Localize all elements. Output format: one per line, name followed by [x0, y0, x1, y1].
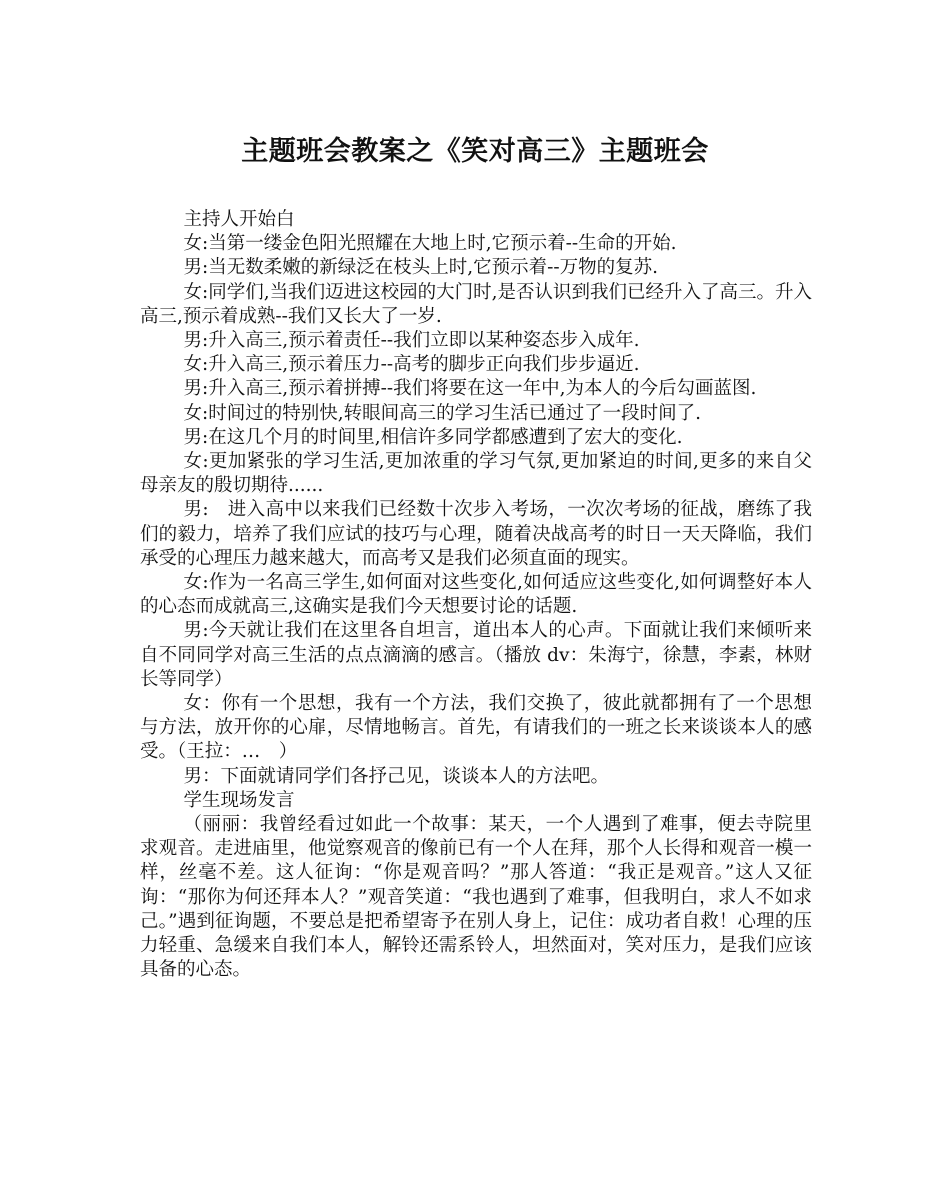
- paragraph-dialogue: 男:在这几个月的时间里,相信许多同学都感遭到了宏大的变化.: [183, 426, 683, 448]
- paragraph-dialogue: 女:同学们,当我们迈进这校园的大门时,是否认识到我们已经升入了高三。升入高三,预示着成熟--我们又长大了一岁.: [140, 281, 812, 327]
- paragraph-dialogue: 女:当第一缕金色阳光照耀在大地上时,它预示着--生命的开始.: [183, 233, 677, 255]
- paragraph-host-opening: 主持人开始白: [183, 209, 295, 230]
- paragraph-dialogue: 男: 进入高中以来我们已经数十次步入考场，一次次考场的征战，磨练了我们的毅力，培养了我们应试的技巧与心理，随着决战高考的时日一天天降临，我们承受的心理压力越来越大，而高考又是我们必须直面的现实。: [140, 499, 812, 569]
- paragraph-dialogue: 男:升入高三,预示着责任--我们立即以某种姿态步入成年.: [183, 330, 640, 352]
- paragraph-student-speech: （丽丽：我曾经看过如此一个故事：某天，一个人遇到了难事，便去寺院里求观音。走进庙里，他觉察观音的像前已有一个人在拜，那个人长得和观音一模一样，丝毫不差。这人征询：“你是观音吗？”那人答道：“我正是观音。”这人又征询：“那你为何还拜本人？”观音笑道：“我也遇到了难事，但我明白，求人不如求己。”遇到征询题，不要总是把希望寄予在别人身上，记住：成功者自救！心理的压力轻重、急缓来自我们本人，解铃还需系铃人，坦然面对，笑对压力，是我们应该具备的心态。: [140, 814, 812, 981]
- paragraph-dialogue: 男：下面就请同学们各抒己见，谈谈本人的方法吧。: [183, 765, 609, 787]
- paragraph-dialogue: 女:更加紧张的学习生活,更加浓重的学习气氛,更加紧迫的时间,更多的来自父母亲友的殷切期待......: [140, 451, 812, 497]
- paragraph-dialogue: 女:时间过的特别快,转眼间高三的学习生活已通过了一段时间了.: [183, 402, 701, 424]
- paragraph-dialogue: 男:升入高三,预示着拼搏--我们将要在这一年中,为本人的今后勾画蓝图.: [183, 378, 757, 400]
- paragraph-dialogue: 男:今天就让我们在这里各自坦言，道出本人的心声。下面就让我们来倾听来自不同同学对高三生活的点点滴滴的感言。（播放 dv：朱海宁，徐慧，李素，林财长等同学）: [140, 620, 812, 690]
- paragraph-dialogue: 女:作为一名高三学生,如何面对这些变化,如何适应这些变化,如何调整好本人的心态而成就高三,这确实是我们今天想要讨论的话题.: [140, 572, 812, 618]
- paragraph-dialogue: 男:当无数柔嫩的新绿泛在枝头上时,它预示着--万物的复苏.: [183, 257, 658, 279]
- paragraph-dialogue: 女：你有一个思想，我有一个方法，我们交换了，彼此就都拥有了一个思想与方法，放开你的心扉，尽情地畅言。首先，有请我们的一班之长来谈谈本人的感受。（王拉：… ）: [140, 693, 812, 763]
- paragraph-section-heading: 学生现场发言: [183, 789, 295, 811]
- paragraph-dialogue: 女:升入高三,预示着压力--高考的脚步正向我们步步逼近.: [183, 354, 640, 376]
- document-body: [140, 208, 812, 983]
- document-title: 主题班会教案之《笑对高三》主题班会: [241, 136, 709, 167]
